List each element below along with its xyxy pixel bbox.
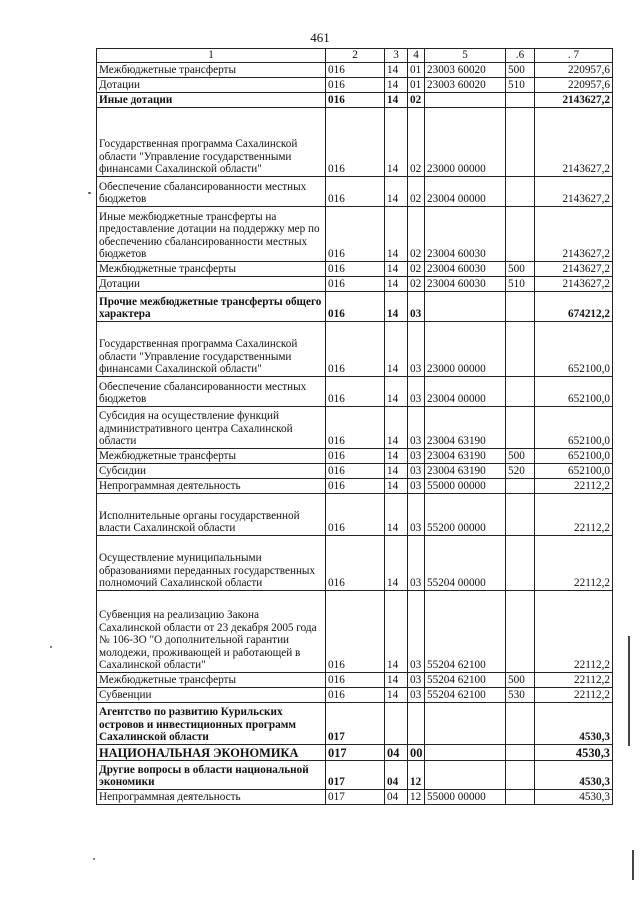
cell-code: 016	[326, 63, 385, 78]
cell-name: Иные межбюджетные трансферты на предоставление дотации на поддержку мер по обеспечению сбалансированности местных бюджетов	[97, 207, 326, 262]
cell-target: 23000 00000	[425, 322, 506, 377]
cell-target: 23004 00000	[425, 377, 506, 407]
cell-code: 016	[326, 591, 385, 673]
cell-type	[506, 494, 535, 536]
cell-name: Исполнительные органы государственной власти Сахалинской области	[97, 494, 326, 536]
header-col-2: 2	[326, 49, 385, 63]
cell-type	[506, 536, 535, 591]
cell-sec: 14	[385, 449, 408, 464]
cell-type: 510	[506, 277, 535, 292]
header-col-1: 1	[97, 49, 326, 63]
cell-code: 016	[326, 479, 385, 494]
cell-type	[506, 407, 535, 449]
cell-amount: 652100,0	[535, 464, 613, 479]
cell-amount: 4530,3	[535, 703, 613, 745]
cell-type	[506, 177, 535, 207]
cell-code: 016	[326, 93, 385, 108]
cell-code: 016	[326, 262, 385, 277]
cell-target	[425, 745, 506, 761]
cell-target: 23004 63190	[425, 449, 506, 464]
cell-amount: 4530,3	[535, 745, 613, 761]
cell-sec: 14	[385, 407, 408, 449]
cell-name: Непрограммная деятельность	[97, 790, 326, 805]
scan-edge-mark	[628, 636, 630, 746]
cell-target	[425, 761, 506, 790]
cell-sub: 03	[408, 688, 425, 703]
cell-sec: 14	[385, 377, 408, 407]
cell-name: Прочие межбюджетные трансферты общего характера	[97, 292, 326, 322]
cell-sec: 14	[385, 262, 408, 277]
table-row	[97, 322, 613, 377]
cell-sec: 14	[385, 479, 408, 494]
table-row	[97, 688, 613, 703]
cell-type	[506, 591, 535, 673]
cell-name: НАЦИОНАЛЬНАЯ ЭКОНОМИКА	[97, 745, 326, 761]
cell-amount: 2143627,2	[535, 177, 613, 207]
cell-sec: 14	[385, 464, 408, 479]
cell-amount: 22112,2	[535, 536, 613, 591]
table-row	[97, 93, 613, 108]
cell-target: 23000 00000	[425, 108, 506, 177]
cell-type: 530	[506, 688, 535, 703]
header-col-3: 3	[385, 49, 408, 63]
cell-target	[425, 93, 506, 108]
cell-name: Осуществление муниципальными образованиями переданных государственных полномочий Сахалинской области	[97, 536, 326, 591]
cell-name: Межбюджетные трансферты	[97, 262, 326, 277]
cell-type: 500	[506, 673, 535, 688]
cell-sec	[385, 703, 408, 745]
cell-type: 500	[506, 63, 535, 78]
cell-target: 55204 62100	[425, 673, 506, 688]
cell-amount: 2143627,2	[535, 277, 613, 292]
cell-target	[425, 292, 506, 322]
cell-sub: 02	[408, 93, 425, 108]
page-number: 461	[310, 30, 330, 45]
cell-name: Межбюджетные трансферты	[97, 449, 326, 464]
cell-sub: 12	[408, 790, 425, 805]
table-row	[97, 494, 613, 536]
cell-sub: 01	[408, 78, 425, 93]
cell-name: Субсидия на осуществление функций административного центра Сахалинской области	[97, 407, 326, 449]
cell-amount: 674212,2	[535, 292, 613, 322]
cell-amount: 22112,2	[535, 479, 613, 494]
table-row	[97, 536, 613, 591]
header-col-6: .6	[506, 49, 535, 63]
scan-edge-mark	[632, 850, 634, 880]
cell-sec: 14	[385, 93, 408, 108]
cell-sub: 03	[408, 292, 425, 322]
cell-amount: 652100,0	[535, 322, 613, 377]
cell-target: 55204 00000	[425, 536, 506, 591]
cell-amount: 4530,3	[535, 790, 613, 805]
cell-name: Агентство по развитию Курильских островов и инвестиционных программ Сахалинской области	[97, 703, 326, 745]
cell-target: 55204 62100	[425, 688, 506, 703]
table-row	[97, 292, 613, 322]
table-row	[97, 262, 613, 277]
table-row	[97, 745, 613, 761]
cell-target: 23004 63190	[425, 464, 506, 479]
cell-sub: 03	[408, 322, 425, 377]
cell-code: 016	[326, 177, 385, 207]
cell-sub: 03	[408, 407, 425, 449]
cell-sub: 03	[408, 464, 425, 479]
cell-name: Субсидии	[97, 464, 326, 479]
table-row	[97, 790, 613, 805]
cell-name: Иные дотации	[97, 93, 326, 108]
cell-target: 23004 60030	[425, 277, 506, 292]
cell-name: Межбюджетные трансферты	[97, 673, 326, 688]
cell-target: 55000 00000	[425, 790, 506, 805]
cell-amount: 2143627,2	[535, 108, 613, 177]
cell-code: 017	[326, 790, 385, 805]
cell-type: 510	[506, 78, 535, 93]
cell-name: Субвенция на реализацию Закона Сахалинской области от 23 декабря 2005 года № 106-ЗО "О дополнительной гарантии молодежи, проживающей и работающей в Сахалинской области"	[97, 591, 326, 673]
table-row	[97, 449, 613, 464]
cell-amount: 4530,3	[535, 761, 613, 790]
cell-code: 017	[326, 761, 385, 790]
cell-code: 016	[326, 292, 385, 322]
cell-amount: 652100,0	[535, 407, 613, 449]
cell-type	[506, 479, 535, 494]
cell-type: 500	[506, 262, 535, 277]
cell-type	[506, 207, 535, 262]
cell-sec: 14	[385, 292, 408, 322]
cell-type	[506, 703, 535, 745]
cell-name: Государственная программа Сахалинской области "Управление государственными финансами Сахалинской области"	[97, 322, 326, 377]
cell-sec: 14	[385, 207, 408, 262]
cell-target: 23004 63190	[425, 407, 506, 449]
cell-sub: 03	[408, 536, 425, 591]
cell-amount: 22112,2	[535, 688, 613, 703]
table-header-row	[97, 49, 613, 63]
cell-sub: 03	[408, 673, 425, 688]
cell-code: 016	[326, 78, 385, 93]
cell-sub: 01	[408, 63, 425, 78]
cell-name: Межбюджетные трансферты	[97, 63, 326, 78]
cell-sub: 03	[408, 494, 425, 536]
cell-sec: 14	[385, 108, 408, 177]
cell-code: 016	[326, 536, 385, 591]
table-row	[97, 407, 613, 449]
cell-sub: 00	[408, 745, 425, 761]
table-row	[97, 479, 613, 494]
cell-sec: 14	[385, 277, 408, 292]
cell-sub	[408, 703, 425, 745]
cell-name: Дотации	[97, 78, 326, 93]
cell-name: Обеспечение сбалансированности местных бюджетов	[97, 177, 326, 207]
cell-target	[425, 703, 506, 745]
cell-code: 016	[326, 277, 385, 292]
cell-name: Обеспечение сбалансированности местных бюджетов	[97, 377, 326, 407]
cell-sec: 14	[385, 322, 408, 377]
cell-sub: 02	[408, 207, 425, 262]
header-col-5: 5	[425, 49, 506, 63]
table-row	[97, 63, 613, 78]
table-row	[97, 673, 613, 688]
cell-type	[506, 108, 535, 177]
cell-target: 23003 60020	[425, 63, 506, 78]
cell-sec: 14	[385, 536, 408, 591]
cell-sub: 03	[408, 449, 425, 464]
cell-code: 016	[326, 407, 385, 449]
cell-type	[506, 790, 535, 805]
cell-sec: 14	[385, 177, 408, 207]
cell-type: 520	[506, 464, 535, 479]
table-row	[97, 464, 613, 479]
cell-target: 23003 60020	[425, 78, 506, 93]
cell-type	[506, 761, 535, 790]
cell-amount: 2143627,2	[535, 262, 613, 277]
cell-amount: 22112,2	[535, 591, 613, 673]
cell-target: 23004 60030	[425, 207, 506, 262]
budget-table	[96, 48, 613, 805]
cell-sub: 02	[408, 177, 425, 207]
cell-code: 016	[326, 688, 385, 703]
cell-amount: 22112,2	[535, 673, 613, 688]
cell-sec: 14	[385, 494, 408, 536]
table-row	[97, 277, 613, 292]
cell-code: 016	[326, 449, 385, 464]
cell-code: 016	[326, 673, 385, 688]
cell-amount: 220957,6	[535, 78, 613, 93]
cell-amount: 652100,0	[535, 377, 613, 407]
header-col-4: 4	[408, 49, 425, 63]
table-row	[97, 703, 613, 745]
cell-code: 017	[326, 703, 385, 745]
cell-type	[506, 93, 535, 108]
cell-sec: 14	[385, 78, 408, 93]
table-row	[97, 78, 613, 93]
cell-sub: 02	[408, 262, 425, 277]
scan-speck	[88, 192, 91, 194]
cell-code: 016	[326, 207, 385, 262]
table-row	[97, 761, 613, 790]
cell-sec: 04	[385, 761, 408, 790]
cell-type	[506, 292, 535, 322]
cell-type: 500	[506, 449, 535, 464]
cell-sub: 02	[408, 277, 425, 292]
header-col-7: . 7	[535, 49, 613, 63]
table-row	[97, 207, 613, 262]
cell-code: 016	[326, 322, 385, 377]
table-row	[97, 177, 613, 207]
cell-name: Дотации	[97, 277, 326, 292]
cell-target: 55204 62100	[425, 591, 506, 673]
cell-type	[506, 377, 535, 407]
scan-speck	[50, 646, 52, 648]
table-row	[97, 108, 613, 177]
cell-target: 55200 00000	[425, 494, 506, 536]
cell-amount: 2143627,2	[535, 207, 613, 262]
cell-name: Субвенции	[97, 688, 326, 703]
budget-table-body	[97, 49, 613, 805]
cell-target: 23004 60030	[425, 262, 506, 277]
cell-sec: 14	[385, 673, 408, 688]
cell-type	[506, 322, 535, 377]
cell-sec: 04	[385, 790, 408, 805]
scan-speck	[93, 858, 95, 860]
cell-amount: 22112,2	[535, 494, 613, 536]
cell-sub: 12	[408, 761, 425, 790]
cell-code: 016	[326, 108, 385, 177]
table-row	[97, 591, 613, 673]
cell-name: Другие вопросы в области национальной экономики	[97, 761, 326, 790]
cell-sec: 14	[385, 688, 408, 703]
cell-amount: 220957,6	[535, 63, 613, 78]
cell-amount: 2143627,2	[535, 93, 613, 108]
cell-type	[506, 745, 535, 761]
cell-sub: 03	[408, 591, 425, 673]
cell-code: 016	[326, 494, 385, 536]
cell-name: Непрограммная деятельность	[97, 479, 326, 494]
cell-sec: 14	[385, 591, 408, 673]
cell-name: Государственная программа Сахалинской области "Управление государственными финансами Сахалинской области"	[97, 108, 326, 177]
cell-sec: 04	[385, 745, 408, 761]
cell-code: 016	[326, 377, 385, 407]
cell-sec: 14	[385, 63, 408, 78]
cell-amount: 652100,0	[535, 449, 613, 464]
cell-target: 23004 00000	[425, 177, 506, 207]
cell-sub: 02	[408, 108, 425, 177]
cell-code: 016	[326, 464, 385, 479]
table-row	[97, 377, 613, 407]
cell-code: 017	[326, 745, 385, 761]
cell-target: 55000 00000	[425, 479, 506, 494]
cell-sub: 03	[408, 377, 425, 407]
cell-sub: 03	[408, 479, 425, 494]
